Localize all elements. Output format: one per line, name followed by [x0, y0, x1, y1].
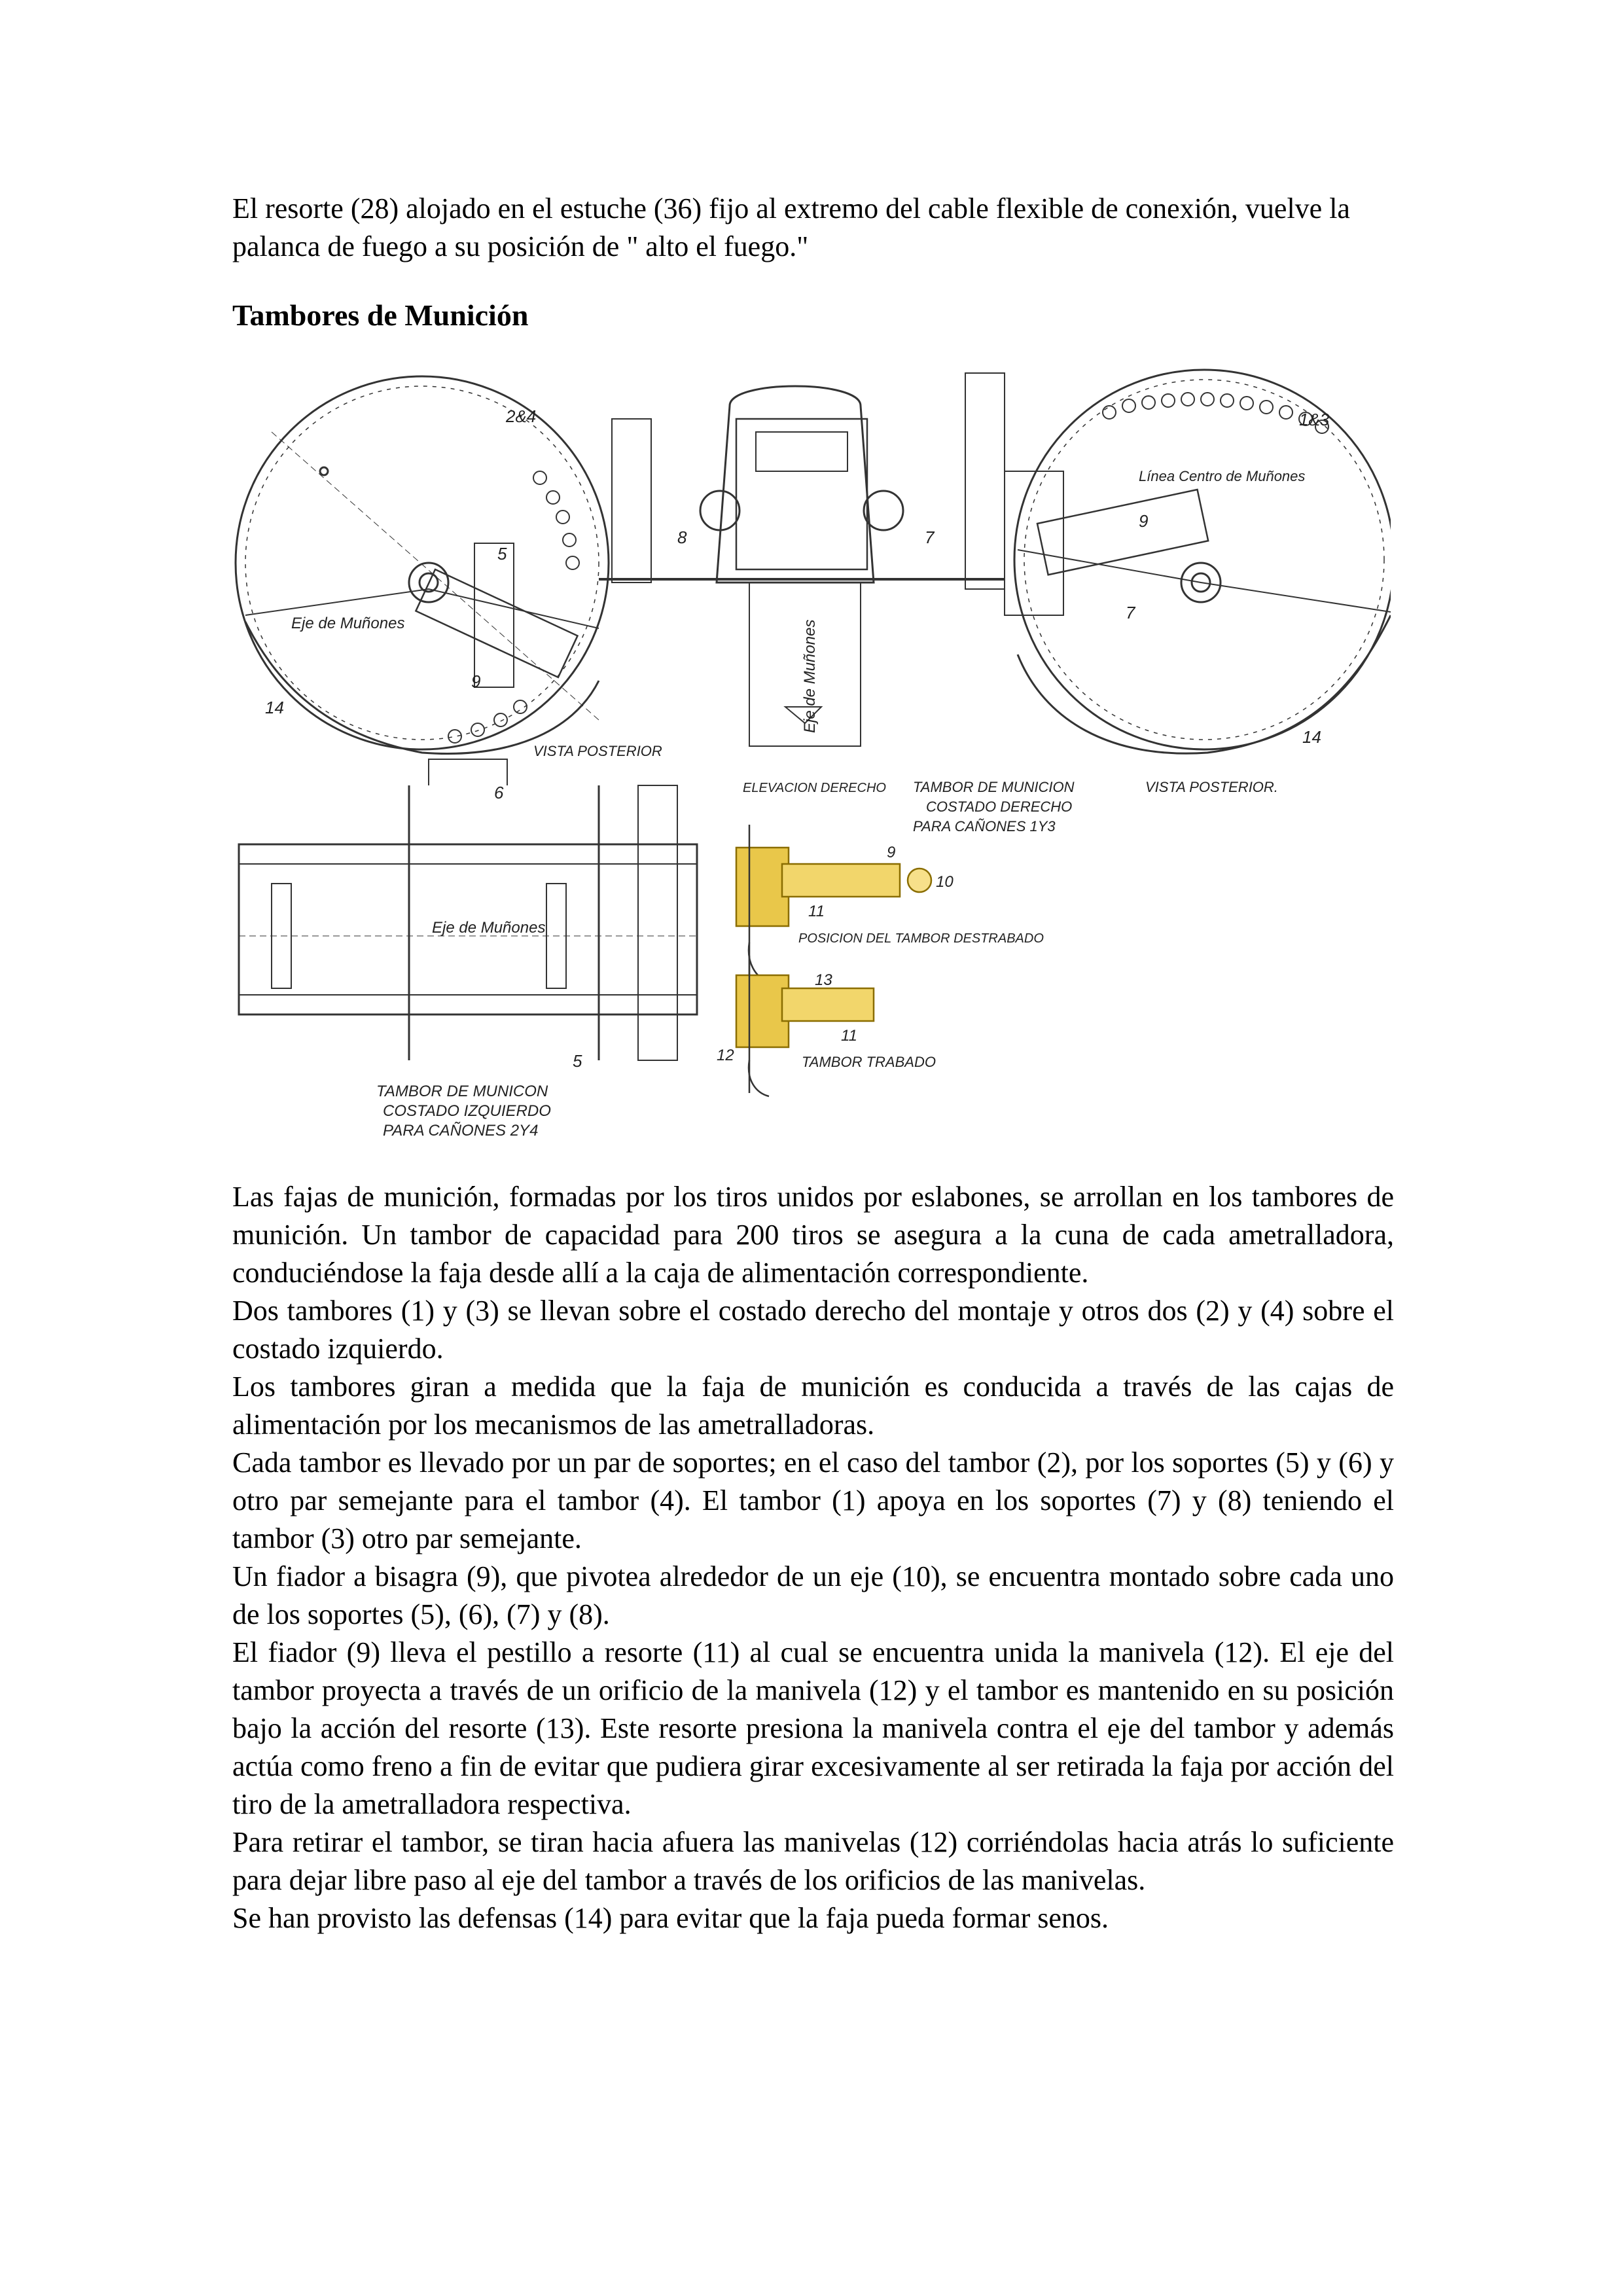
label-5-bottom: 5	[573, 1051, 582, 1071]
label-elevacion-derecho: ELEVACION DERECHO	[743, 781, 886, 795]
label-9-left: 9	[471, 672, 481, 691]
label-9-right: 9	[1139, 511, 1149, 531]
label-10: 10	[936, 873, 954, 891]
label-12: 12	[717, 1047, 734, 1064]
label-eje-munones-bottom: Eje de Muñones	[432, 919, 546, 937]
label-tambor-der-2: COSTADO DERECHO	[926, 798, 1073, 815]
label-tambor-izq-1: TAMBOR DE MUNICON	[376, 1083, 548, 1100]
label-eje-munones-vertical: Eje de Muñones	[801, 619, 819, 733]
left-drum-outline	[236, 376, 609, 749]
paragraph-5: Un fiador a bisagra (9), que pivotea alrededor de un eje (10), se encuentra montado sobre cada uno de los soportes (5), (6), (7) y (8).	[232, 1560, 1394, 1630]
paragraph-6: El fiador (9) lleva el pestillo a resorte (11) al cual se encuentra unida la manivela (12). El eje del tambor proyecta a través de un orificio de la manivela (12) y el tambor es mantenido en su posición bajo la acción del resorte (13). Este resorte presiona la manivela contra el eje del tambor y además actúa como freno a fin de evitar que pudiera girar excesivamente al ser retirada la faja por acción del tiro de la ametralladora respectiva.	[232, 1636, 1394, 1820]
label-8: 8	[677, 528, 687, 547]
label-tambor-der-3: PARA CAÑONES 1Y3	[913, 818, 1056, 834]
label-1y3: 1&3	[1299, 410, 1330, 429]
paragraph-4: Cada tambor es llevado por un par de soportes; en el caso del tambor (2), por los soportes (5) y (6) y otro par semejante para el tambor (4). El tambor (1) apoya en los soportes (7) y (8) teniendo el tambor (3) otro par semejante.	[232, 1446, 1394, 1554]
label-eje-munones-left: Eje de Muñones	[291, 615, 405, 632]
section-heading: Tambores de Munición	[232, 298, 529, 332]
paragraph-1: Las fajas de munición, formadas por los tiros unidos por eslabones, se arrollan en los tambores de munición. Un tambor de capacidad para 200 tiros se asegura a la cuna de cada ametralladora, conduciéndose la faja desde allí a la caja de alimentación correspondiente.	[232, 1181, 1394, 1289]
label-5-top: 5	[497, 544, 507, 564]
ammunition-drum-diagram	[232, 367, 1391, 1158]
label-tambor-trabado: TAMBOR TRABADO	[802, 1054, 936, 1070]
label-13: 13	[815, 971, 832, 989]
paragraph-8: Se han provisto las defensas (14) para evitar que la faja pueda formar senos.	[232, 1902, 1109, 1934]
latch-detail-unlocked	[736, 825, 931, 982]
right-drum-rear-view	[1005, 370, 1391, 753]
label-linea-centro: Línea Centro de Muñones	[1139, 468, 1306, 484]
left-drum-rear-view	[236, 376, 609, 754]
label-7-center: 7	[925, 528, 935, 547]
label-2y4: 2&4	[506, 406, 537, 426]
paragraph-2: Dos tambores (1) y (3) se llevan sobre el costado derecho del montaje y otros dos (2) y (4) sobre el costado izquierdo.	[232, 1295, 1394, 1365]
label-vista-posterior-right: VISTA POSTERIOR.	[1145, 779, 1278, 795]
paragraph-7: Para retirar el tambor, se tiran hacia afuera las manivelas (12) corriéndolas hacia atrás lo suficiente para dejar libre paso al eje del tambor a través de los orificios de las manivelas.	[232, 1826, 1394, 1896]
label-9-detail: 9	[887, 844, 896, 861]
label-tambor-izq-3: PARA CAÑONES 2Y4	[383, 1122, 539, 1139]
label-vista-posterior-left: VISTA POSTERIOR	[533, 743, 662, 759]
label-7-right: 7	[1126, 603, 1135, 622]
label-14-left: 14	[265, 698, 284, 717]
label-tambor-der-1: TAMBOR DE MUNICION	[913, 779, 1075, 795]
label-11-top: 11	[808, 903, 825, 920]
body-text	[232, 1178, 1394, 1937]
label-11-bottom: 11	[841, 1027, 857, 1045]
intro-paragraph: El resorte (28) alojado en el estuche (36) fijo al extremo del cable flexible de conexión, vuelve la palanca de fuego a su posición de " alto el fuego."	[232, 192, 1350, 262]
center-left-bolt	[700, 491, 740, 530]
paragraph-3: Los tambores giran a medida que la faja de munición es conducida a través de las cajas de alimentación por los mecanismos de las ametralladoras.	[232, 1371, 1394, 1441]
label-14-right: 14	[1302, 727, 1321, 747]
latch-detail-locked	[736, 956, 874, 1096]
diagram-svg	[232, 367, 1391, 1158]
center-right-bolt	[864, 491, 903, 530]
left-drum-side-view	[239, 759, 697, 1060]
label-6: 6	[494, 783, 504, 802]
label-tambor-izq-2: COSTADO IZQUIERDO	[383, 1102, 551, 1120]
label-posicion-destrabado: POSICION DEL TAMBOR DESTRABADO	[798, 931, 1044, 946]
